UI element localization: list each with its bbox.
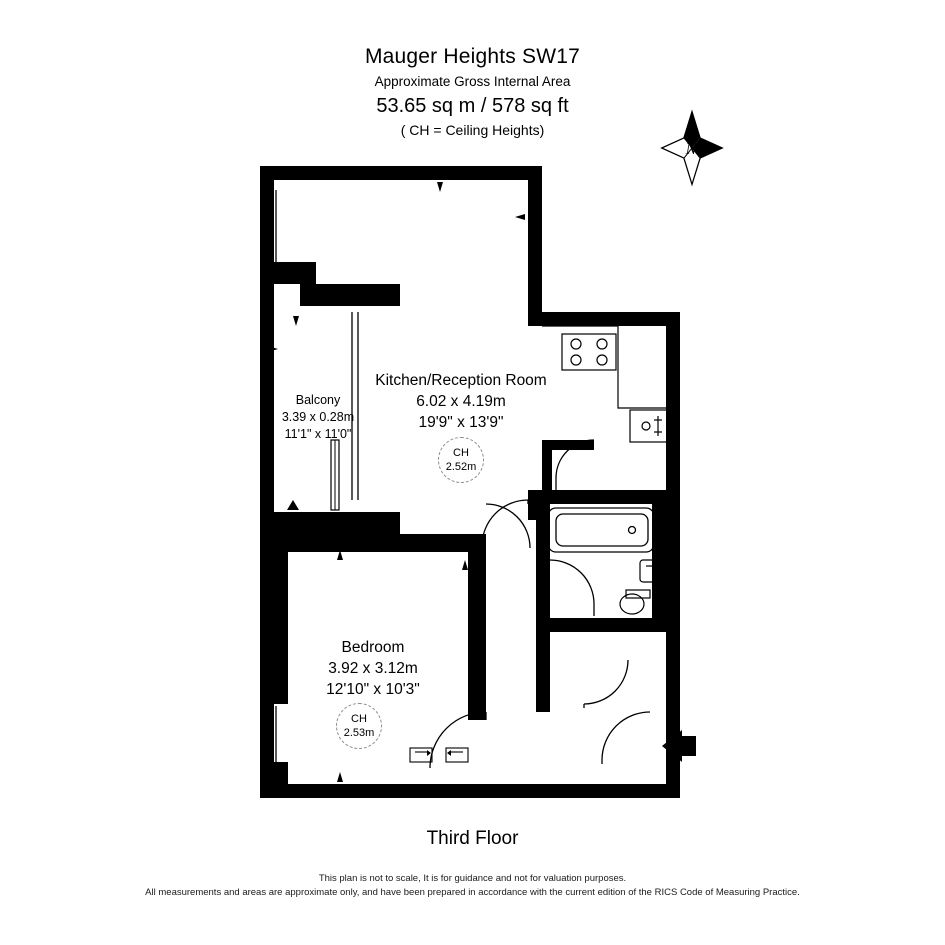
ch-label: CH <box>351 713 367 725</box>
svg-text:N: N <box>685 141 697 158</box>
walls <box>260 166 680 798</box>
hob-icon <box>562 334 616 370</box>
page-title: Mauger Heights SW17 <box>364 45 581 68</box>
room-label-balcony <box>241 392 395 443</box>
compass-rose-icon <box>662 112 722 184</box>
disclaimer <box>0 872 945 900</box>
room-dimension-metric: 3.39 x 0.28m <box>281 410 355 424</box>
room-label-bedroom <box>253 637 493 700</box>
ceiling-height-bedroom <box>336 703 382 749</box>
room-name: Bedroom <box>341 639 405 656</box>
floor-label: Third Floor <box>426 828 519 849</box>
bathtub-icon <box>548 508 654 552</box>
room-dimension-imperial: 19'9" x 13'9" <box>418 414 504 431</box>
room-dimension-metric: 6.02 x 4.19m <box>416 393 506 410</box>
room-name: Kitchen/Reception Room <box>375 372 547 389</box>
radiator-icon <box>410 748 468 762</box>
total-area: 53.65 sq m / 578 sq ft <box>376 95 569 117</box>
ch-value: 2.53m <box>343 727 375 739</box>
ch-label: CH <box>453 447 469 459</box>
disclaimer-line-1: This plan is not to scale, It is for guidance and not for valuation purposes. <box>318 873 627 884</box>
disclaimer-line-2: All measurements and areas are approximate only, and have been prepared in accordance with the current edition of the RICS Code of Measuring Practice. <box>145 887 800 898</box>
room-dimension-imperial: 11'1" x 11'0" <box>284 427 352 441</box>
ceiling-height-note: ( CH = Ceiling Heights) <box>400 122 545 138</box>
toilet-icon <box>620 590 650 614</box>
ceiling-height-kitchen-reception <box>438 437 484 483</box>
area-subtitle: Approximate Gross Internal Area <box>374 74 571 89</box>
room-dimension-metric: 3.92 x 3.12m <box>328 660 418 677</box>
sink-icon <box>630 410 668 442</box>
ch-value: 2.52m <box>445 461 477 473</box>
room-name: Balcony <box>295 393 341 407</box>
room-dimension-imperial: 12'10" x 10'3" <box>326 681 420 698</box>
